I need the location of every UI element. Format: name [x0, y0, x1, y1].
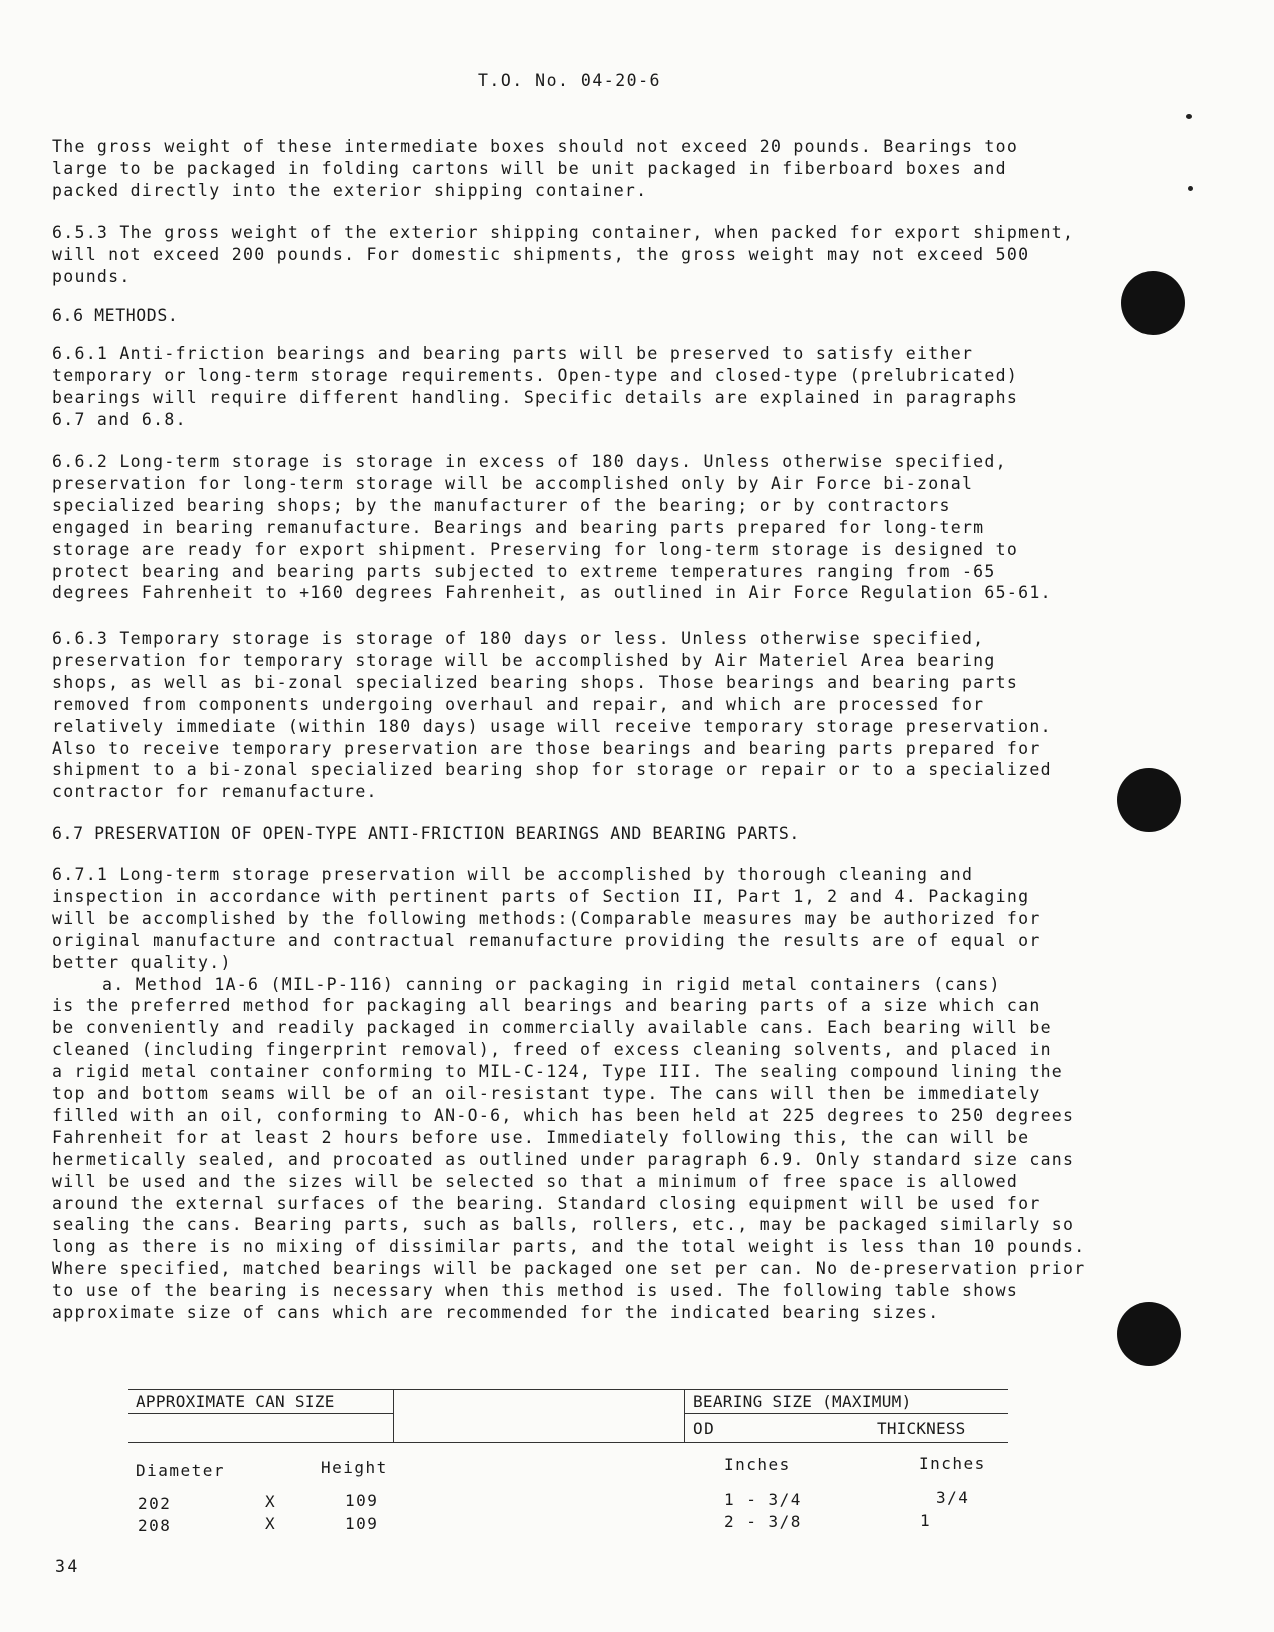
page-number: 34 [55, 1557, 80, 1576]
text-line: removed from components undergoing overhaul and repair, and which are processed for [52, 694, 985, 714]
col-od-unit: Inches [724, 1455, 791, 1474]
heading-6-7: 6.7 PRESERVATION OF OPEN-TYPE ANTI-FRICTION BEARINGS AND BEARING PARTS. [52, 824, 800, 843]
text-line: 6.7 and 6.8. [52, 409, 187, 429]
heading-6-6: 6.6 METHODS. [52, 306, 179, 325]
paragraph-6-6-1 [52, 343, 1018, 431]
text-line: original manufacture and contractual remanufacture providing the results are of equal or [52, 930, 1041, 950]
scan-speck [1186, 114, 1192, 119]
text-line: cleaned (including fingerprint removal), freed of excess cleaning solvents, and placed in [52, 1040, 1052, 1060]
text-line: 6.5.3 The gross weight of the exterior shipping container, when packed for export shipment, [52, 223, 1075, 242]
text-line: a. Method 1A-6 (MIL-P-116) canning or packaging in rigid metal containers (cans) [102, 974, 1001, 994]
cell-thickness: 3/4 [936, 1488, 970, 1507]
text-line: degrees Fahrenheit to +160 degrees Fahrenheit, as outlined in Air Force Regulation 65-61. [52, 583, 1052, 603]
text-line: is the preferred method for packaging all bearings and bearing parts of a size which can [52, 996, 1041, 1016]
header-bearing-size: BEARING SIZE (MAXIMUM) [693, 1392, 912, 1411]
document-header: T.O. No. 04-20-6 [478, 71, 661, 90]
cell-od: 1 - 3/4 [724, 1490, 802, 1509]
text-line: storage are ready for export shipment. Preserving for long-term storage is designed to [52, 539, 1019, 559]
table-rule-left-mid [128, 1413, 393, 1414]
paragraph-6-6-3 [52, 628, 1052, 803]
cell-x: X [265, 1492, 277, 1511]
text-line: pounds. [52, 266, 131, 286]
cell-thickness: 1 [920, 1511, 932, 1530]
paragraph-intermediate-boxes [52, 136, 1018, 202]
text-line: will be used and the sizes will be selected so that a minimum of free space is allowed [52, 1171, 1019, 1191]
paragraph-6-6-2 [52, 451, 1052, 604]
text-line: contractor for remanufacture. [52, 782, 378, 802]
paragraph-6-7-1 [52, 864, 1041, 974]
text-line: protect bearing and bearing parts subjected to extreme temperatures ranging from -65 [52, 561, 996, 581]
text-line: packed directly into the exterior shipping container. [52, 180, 648, 200]
text-line: large to be packaged in folding cartons will be unit packaged in fiberboard boxes and [52, 158, 1007, 178]
text-line: a rigid metal container conforming to MIL-C-124, Type III. The sealing compound lining the [52, 1062, 1064, 1082]
punch-hole-top [1121, 271, 1185, 335]
paragraph-6-7-1-a [52, 974, 1086, 1325]
text-line: approximate size of cans which are recommended for the indicated bearing sizes. [52, 1303, 940, 1323]
text-line: will not exceed 200 pounds. For domestic shipments, the gross weight may not exceed 500 [52, 244, 1030, 264]
text-line: hermetically sealed, and procoated as outlined under paragraph 6.9. Only standard size cans [52, 1149, 1075, 1169]
text-line: be conveniently and readily packaged in commercially available cans. Each bearing will be [52, 1018, 1052, 1038]
scan-speck [1188, 186, 1193, 191]
text-line: Fahrenheit for at least 2 hours before use. Immediately following this, the can will be [52, 1127, 1030, 1147]
paragraph-6-5-3 [52, 222, 1074, 288]
text-line: Where specified, matched bearings will be packaged one set per can. No de-preservation prior [52, 1259, 1086, 1279]
table-rule-top [128, 1389, 1008, 1390]
table-divider-1 [393, 1389, 394, 1442]
text-line: sealing the cans. Bearing parts, such as balls, rollers, etc., may be packaged similarly so [52, 1215, 1075, 1235]
text-line: 6.6.3 Temporary storage is storage of 180 days or less. Unless otherwise specified, [52, 629, 985, 648]
text-line: top and bottom seams will be of an oil-resistant type. The cans will then be immediately [52, 1084, 1041, 1104]
text-line: preservation for temporary storage will be accomplished by Air Materiel Area bearing [52, 650, 996, 670]
subheader-od: OD [693, 1419, 716, 1438]
cell-height: 109 [345, 1491, 379, 1510]
text-line: long as there is no mixing of dissimilar parts, and the total weight is less than 10 pounds. [52, 1237, 1086, 1257]
col-height: Height [321, 1458, 388, 1477]
text-line: inspection in accordance with pertinent parts of Section II, Part 1, 2 and 4. Packaging [52, 886, 1030, 906]
punch-hole-middle [1117, 768, 1181, 832]
text-line: filled with an oil, conforming to AN-O-6, which has been held at 225 degrees to 250 degrees [52, 1105, 1075, 1125]
col-thickness-unit: Inches [919, 1454, 986, 1473]
text-line: around the external surfaces of the bearing. Standard closing equipment will be used for [52, 1193, 1041, 1213]
text-line: engaged in bearing remanufacture. Bearings and bearing parts prepared for long-term [52, 517, 985, 537]
text-line: bearings will require different handling. Specific details are explained in paragraphs [52, 387, 1019, 407]
cell-x: X [265, 1514, 277, 1533]
text-line: preservation for long-term storage will be accomplished only by Air Force bi-zonal [52, 473, 974, 493]
table-divider-2 [684, 1389, 685, 1442]
table-rule-bottom [128, 1442, 1008, 1443]
cell-diameter: 208 [138, 1516, 172, 1535]
text-line: shops, as well as bi-zonal specialized bearing shops. Those bearings and bearing parts [52, 672, 1019, 692]
text-line: Also to receive temporary preservation are those bearings and bearing parts prepared for [52, 738, 1041, 758]
cell-diameter: 202 [138, 1494, 172, 1513]
subheader-thickness: THICKNESS [877, 1419, 966, 1438]
header-can-size: APPROXIMATE CAN SIZE [136, 1392, 335, 1411]
text-line: 6.6.2 Long-term storage is storage in excess of 180 days. Unless otherwise specified, [52, 452, 1007, 471]
cell-height: 109 [345, 1514, 379, 1533]
cell-od: 2 - 3/8 [724, 1512, 802, 1531]
text-line: shipment to a bi-zonal specialized bearing shop for storage or repair or to a specialized [52, 760, 1052, 780]
text-line: 6.7.1 Long-term storage preservation will be accomplished by thorough cleaning and [52, 865, 974, 884]
punch-hole-bottom [1117, 1302, 1181, 1366]
text-line: relatively immediate (within 180 days) usage will receive temporary storage preservation. [52, 716, 1052, 736]
text-line: better quality.) [52, 952, 232, 972]
text-line: will be accomplished by the following methods:(Comparable measures may be authorized for [52, 908, 1041, 928]
text-line: 6.6.1 Anti-friction bearings and bearing parts will be preserved to satisfy either [52, 344, 974, 363]
table-rule-right-mid [684, 1413, 1008, 1414]
text-line: The gross weight of these intermediate boxes should not exceed 20 pounds. Bearings too [52, 137, 1019, 156]
text-line: specialized bearing shops; by the manufacturer of the bearing; or by contractors [52, 495, 951, 515]
col-diameter: Diameter [136, 1461, 226, 1480]
text-line: to use of the bearing is necessary when this method is used. The following table shows [52, 1281, 1019, 1301]
text-line: temporary or long-term storage requirements. Open-type and closed-type (prelubricated) [52, 365, 1019, 385]
